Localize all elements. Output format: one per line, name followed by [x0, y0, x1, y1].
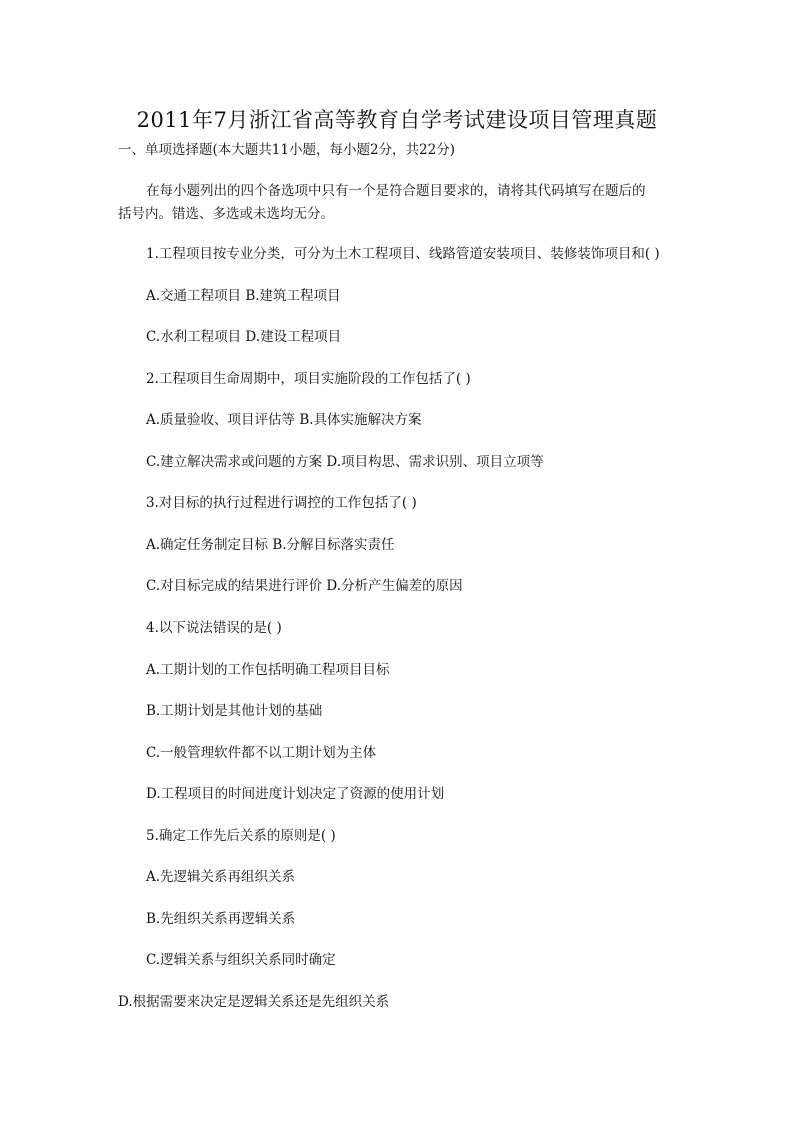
question-5: 5.确定工作先后关系的原则是( )	[146, 828, 336, 844]
question-5-option-d: D.根据需要来决定是逻辑关系还是先组织关系	[118, 994, 390, 1010]
question-4-option-b: B.工期计划是其他计划的基础	[146, 703, 323, 719]
question-1: 1.工程项目按专业分类，可分为土木工程项目、线路管道安装项目、装修装饰项目和( )	[146, 246, 660, 262]
question-2-options-ab: A.质量验收、项目评估等 B.具体实施解决方案	[146, 412, 422, 428]
question-3-options-ab: A.确定任务制定目标 B.分解目标落实责任	[146, 537, 395, 553]
question-3-options-cd: C.对目标完成的结果进行评价 D.分析产生偏差的原因	[146, 578, 463, 594]
question-2-options-cd: C.建立解决需求或问题的方案 D.项目构思、需求识别、项目立项等	[146, 454, 544, 470]
question-4-option-d: D.工程项目的时间进度计划决定了资源的使用计划	[146, 786, 445, 802]
question-1-options-cd: C.水利工程项目 D.建设工程项目	[146, 329, 342, 345]
question-4-option-c: C.一般管理软件都不以工期计划为主体	[146, 745, 377, 761]
question-1-options-ab: A.交通工程项目 B.建筑工程项目	[146, 288, 341, 304]
section-heading: 一、单项选择题(本大题共11小题，每小题2分，共22分)	[118, 142, 455, 158]
question-4-option-a: A.工期计划的工作包括明确工程项目目标	[146, 662, 390, 678]
question-5-option-a: A.先逻辑关系再组织关系	[146, 869, 296, 885]
question-5-option-c: C.逻辑关系与组织关系同时确定	[146, 952, 336, 968]
document-title: 2011年7月浙江省高等教育自学考试建设项目管理真题	[136, 108, 658, 132]
question-2: 2.工程项目生命周期中，项目实施阶段的工作包括了( )	[146, 371, 471, 387]
question-5-option-b: B.先组织关系再逻辑关系	[146, 911, 296, 927]
instruction-line-1: 在每小题列出的四个备选项中只有一个是符合题目要求的，请将其代码填写在题后的	[146, 183, 646, 199]
question-4: 4.以下说法错误的是( )	[146, 620, 282, 636]
instruction-line-2: 括号内。错选、多选或未选均无分。	[118, 206, 334, 222]
question-3: 3.对目标的执行过程进行调控的工作包括了( )	[146, 495, 417, 511]
